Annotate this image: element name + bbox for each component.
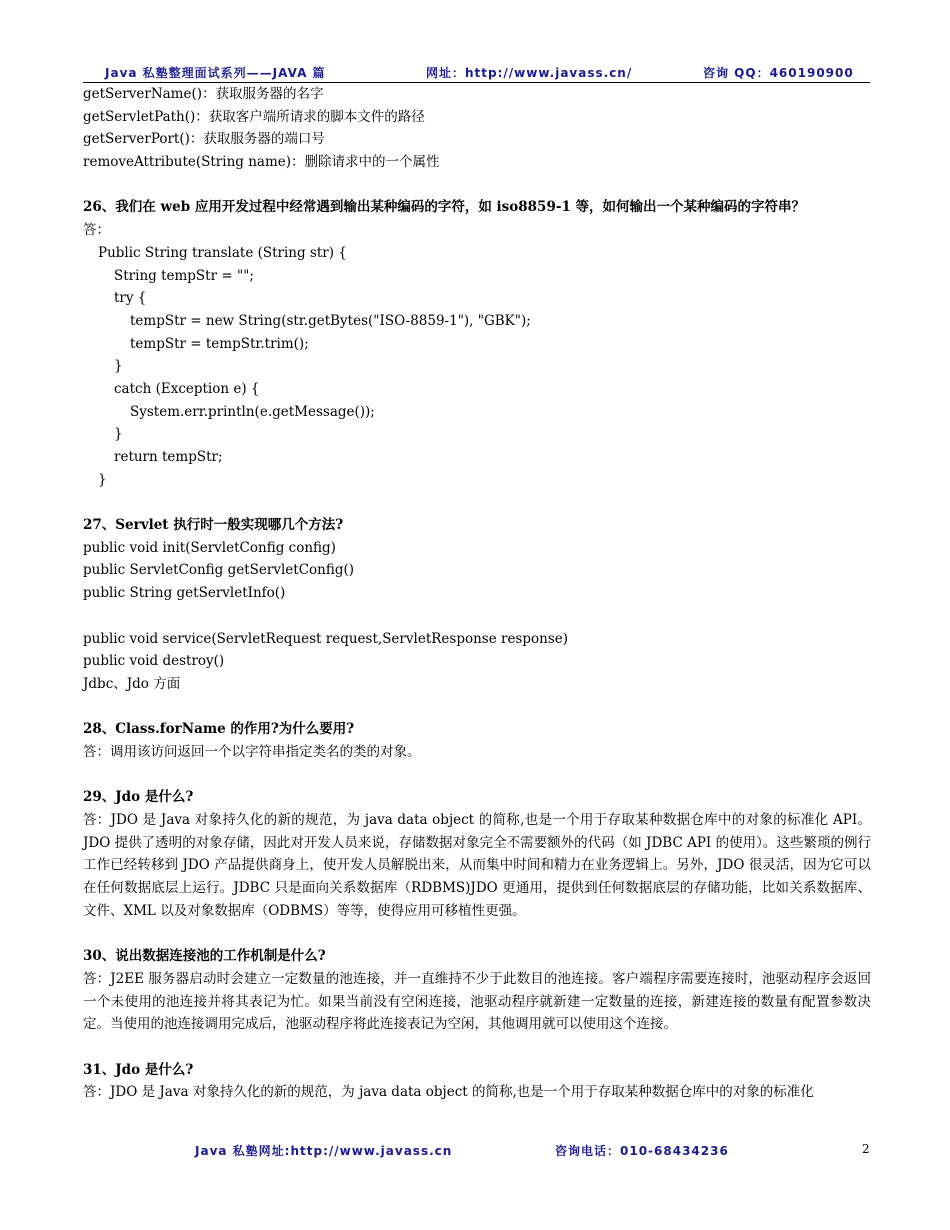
page-header [83, 62, 870, 83]
question-28-answer: 答：调用该访问返回一个以字符串指定类名的类的对象。 [83, 743, 421, 760]
intro-line: getServletPath()：获取客户端所请求的脚本文件的路径 [83, 108, 425, 125]
header-qq: 咨询 QQ：460190900 [703, 66, 854, 80]
question-30-title: 30、说出数据连接池的工作机制是什么? [83, 948, 326, 965]
question-31-answer: 答：JDO 是 Java 对象持久化的新的规范，为 java data object 的简称,也是一个用于存取某种数据仓库中的对象的标准化 [83, 1084, 814, 1101]
code-line: tempStr = new String(str.getBytes("ISO-8859-1"), "GBK"); [130, 312, 531, 329]
code-line: tempStr = tempStr.trim(); [130, 335, 309, 352]
footer-phone: 咨询电话：010-68434236 [555, 1144, 729, 1158]
header-website: 网址：http://www.javass.cn/ [426, 66, 633, 80]
question-29-title: 29、Jdo 是什么? [83, 789, 194, 806]
question-26-title: 26、我们在 web 应用开发过程中经常遇到输出某种编码的字符，如 iso8859-1 等，如何输出一个某种编码的字符串？ [83, 199, 806, 216]
question-27-title: 27、Servlet 执行时一般实现哪几个方法? [83, 517, 344, 534]
method-line: public void service(ServletRequest request,ServletResponse response) [83, 630, 569, 647]
intro-line: getServerPort()：获取服务器的端口号 [83, 131, 325, 148]
method-line: public void init(ServletConfig config) [83, 539, 336, 556]
code-line: } [114, 358, 123, 375]
method-line: public ServletConfig getServletConfig() [83, 562, 355, 579]
section-line: Jdbc、Jdo 方面 [83, 675, 181, 692]
code-line: return tempStr; [114, 449, 223, 465]
footer-website: Java 私塾网址:http://www.javass.cn [195, 1144, 453, 1158]
code-line: Public String translate (String str) { [98, 244, 347, 261]
code-line: System.err.println(e.getMessage()); [130, 403, 375, 420]
question-30-answer: 答：J2EE 服务器启动时会建立一定数量的池连接，并一直维持不少于此数目的池连接。客户端程序需要连接时，池驱动程序会返回一个未使用的池连接并将其表记为忙。如果当前没有空闲连接，池驱动程序就新建一定数量的连接，新建连接的数量有配置参数决定。当使用的池连接调用完成后，池驱动程序将此连接表记为空闲，其他调用就可以使用这个连接。 [83, 970, 871, 1033]
method-line: public String getServletInfo() [83, 585, 286, 602]
code-line: try { [114, 290, 147, 307]
question-31-title: 31、Jdo 是什么? [83, 1061, 194, 1078]
method-line: public void destroy() [83, 653, 225, 670]
document-body [83, 83, 871, 1104]
intro-line: removeAttribute(String name)：删除请求中的一个属性 [83, 154, 440, 171]
code-line: } [114, 426, 123, 443]
question-29-answer: 答：JDO 是 Java 对象持久化的新的规范，为 java data object 的简称,也是一个用于存取某种数据仓库中的对象的标准化 API。JDO 提供了透明的对象存储，因此对开发人员来说，存储数据对象完全不需要额外的代码（如 JDBC API 的使用）。这些繁琐的例行工作已经转移到 JDO 产品提供商身上，使开发人员解脱出来，从而集中时间和精力在业务逻辑上。另外，JDO 很灵活，因为它可以在任何数据底层上运行。JDBC 只是面向关系数据库（RDBMS)JDO 更通用，提供到任何数据底层的存储功能，比如关系数据库、文件、XML 以及对象数据库（ODBMS）等等，使得应用可移植性更强。 [83, 812, 871, 919]
header-title: Java 私塾整理面试系列——JAVA 篇 [105, 66, 326, 80]
code-line: catch (Exception e) { [114, 380, 260, 397]
question-28-title: 28、Class.forName 的作用?为什么要用? [83, 721, 355, 738]
code-line: } [98, 471, 107, 488]
answer-label: 答： [83, 222, 110, 239]
code-line: String tempStr = ""; [114, 267, 254, 284]
intro-line: getServerName()：获取服务器的名字 [83, 86, 324, 102]
page-number: 2 [862, 1142, 870, 1156]
page-footer [0, 1142, 950, 1162]
